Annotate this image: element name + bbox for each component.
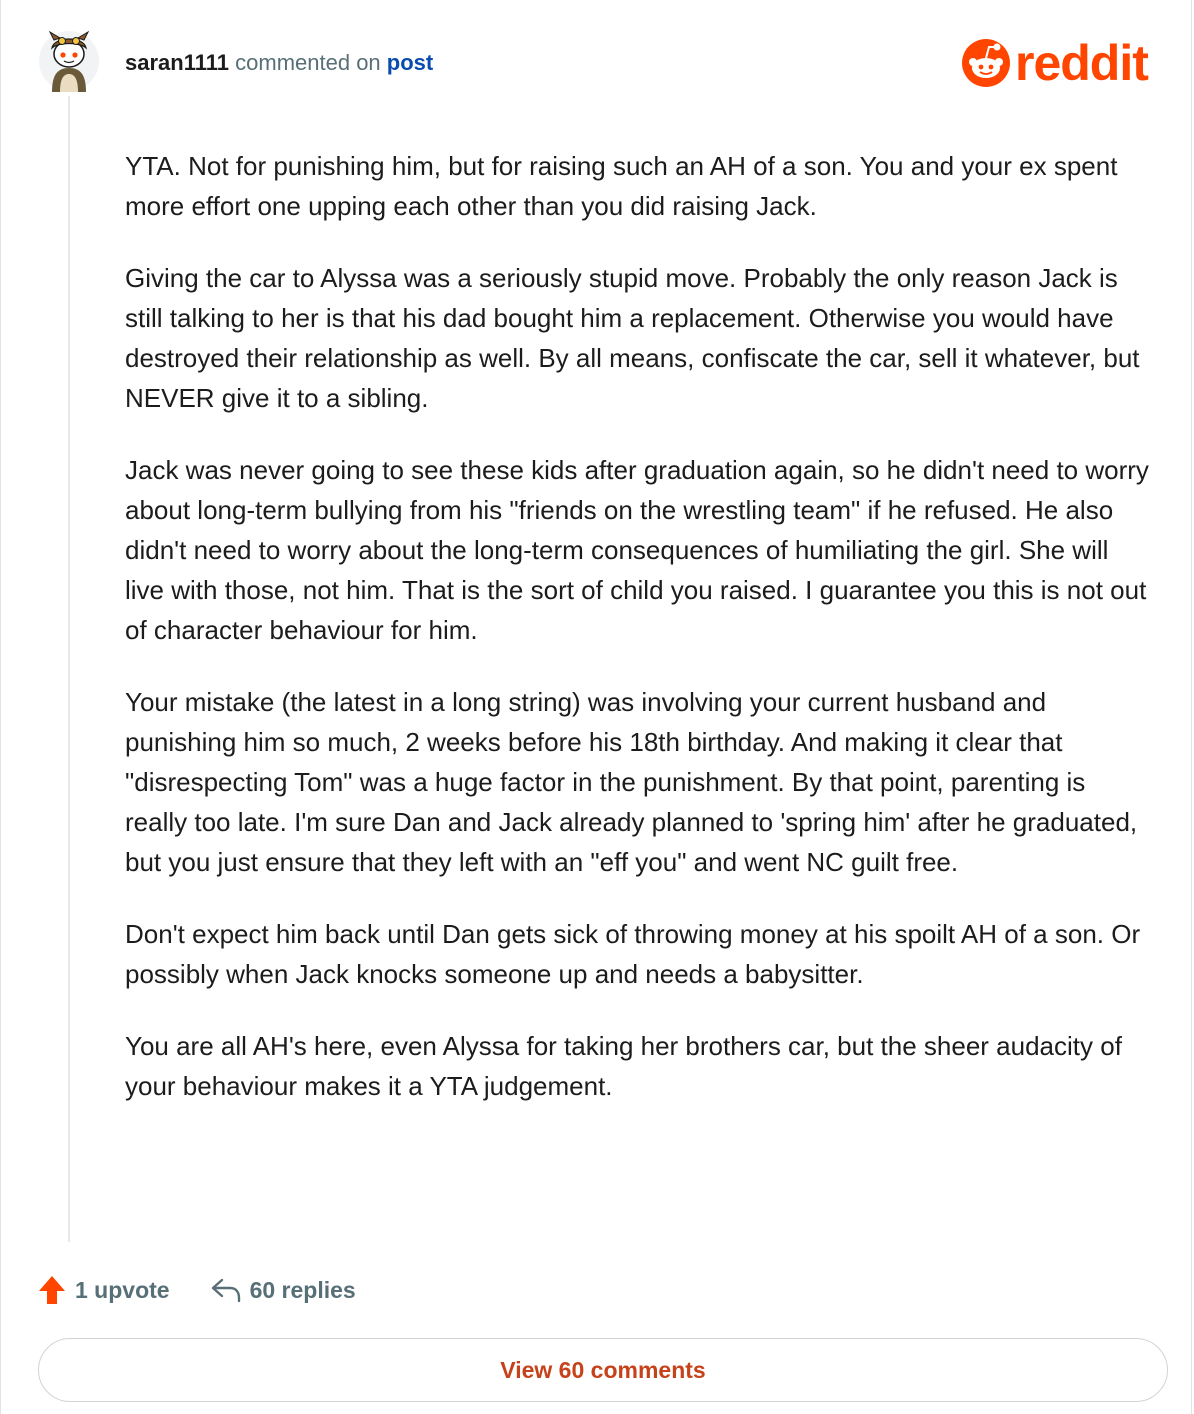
upvote-arrow-icon: [37, 1274, 67, 1306]
comment-paragraph: Jack was never going to see these kids after graduation again, so he didn't need to worry about long-term bullying from his "friends on the wrestling team" if he refused. He also didn't need to worry about the long-term consequences of humiliating the girl. She will live with those, not him. That is the sort of child you raised. I guarantee you this is not out of character behaviour for him.: [125, 455, 1149, 645]
username-link[interactable]: saran1111: [125, 50, 230, 75]
upvote-count: 1 upvote: [75, 1276, 170, 1303]
upvote-button[interactable]: [37, 1274, 170, 1306]
action-text: commented on: [235, 50, 381, 75]
reddit-logo[interactable]: [961, 35, 1148, 91]
replies-button[interactable]: [210, 1276, 356, 1304]
comment-paragraph: Giving the car to Alyssa was a seriously stupid move. Probably the only reason Jack is still talking to her is that his dad bought him a replacement. Otherwise you would have destroyed their relationship as well. By all means, confiscate the car, sell it whatever, but NEVER give it to a sibling.: [125, 263, 1140, 413]
replies-count: 60 replies: [249, 1276, 356, 1303]
reply-arrow-icon: [210, 1276, 242, 1304]
comment-paragraph: Your mistake (the latest in a long string) was involving your current husband and punishing him so much, 2 weeks before his 18th birthday. And making it clear that "disrespecting Tom" was a huge factor in the punishment. By that point, parenting is really too late. I'm sure Dan and Jack already planned to 'spring him' after he graduated, but you just ensure that they left with an "eff you" and went NC guilt free.: [125, 687, 1138, 877]
view-comments-button[interactable]: View 60 comments: [38, 1338, 1168, 1402]
comment-paragraph: Don't expect him back until Dan gets sick of throwing money at his spoilt AH of a son. Or possibly when Jack knocks someone up and needs a babysitter.: [125, 919, 1141, 989]
post-link[interactable]: post: [386, 50, 434, 75]
snoo-icon: [961, 38, 1011, 88]
comment-body: [125, 146, 1149, 1138]
owl-snoo-avatar-icon: [38, 30, 100, 92]
user-avatar[interactable]: [38, 30, 100, 92]
comment-paragraph: You are all AH's here, even Alyssa for taking her brothers car, but the sheer audacity of your behaviour makes it a YTA judgement.: [125, 1031, 1122, 1101]
comment-paragraph: YTA. Not for punishing him, but for raising such an AH of a son. You and your ex spent more effort one upping each other than you did raising Jack.: [125, 151, 1118, 221]
comment-actions: [37, 1270, 356, 1310]
thread-line[interactable]: [68, 96, 70, 1242]
reddit-wordmark: reddit: [1015, 35, 1148, 91]
comment-header: [125, 49, 433, 77]
